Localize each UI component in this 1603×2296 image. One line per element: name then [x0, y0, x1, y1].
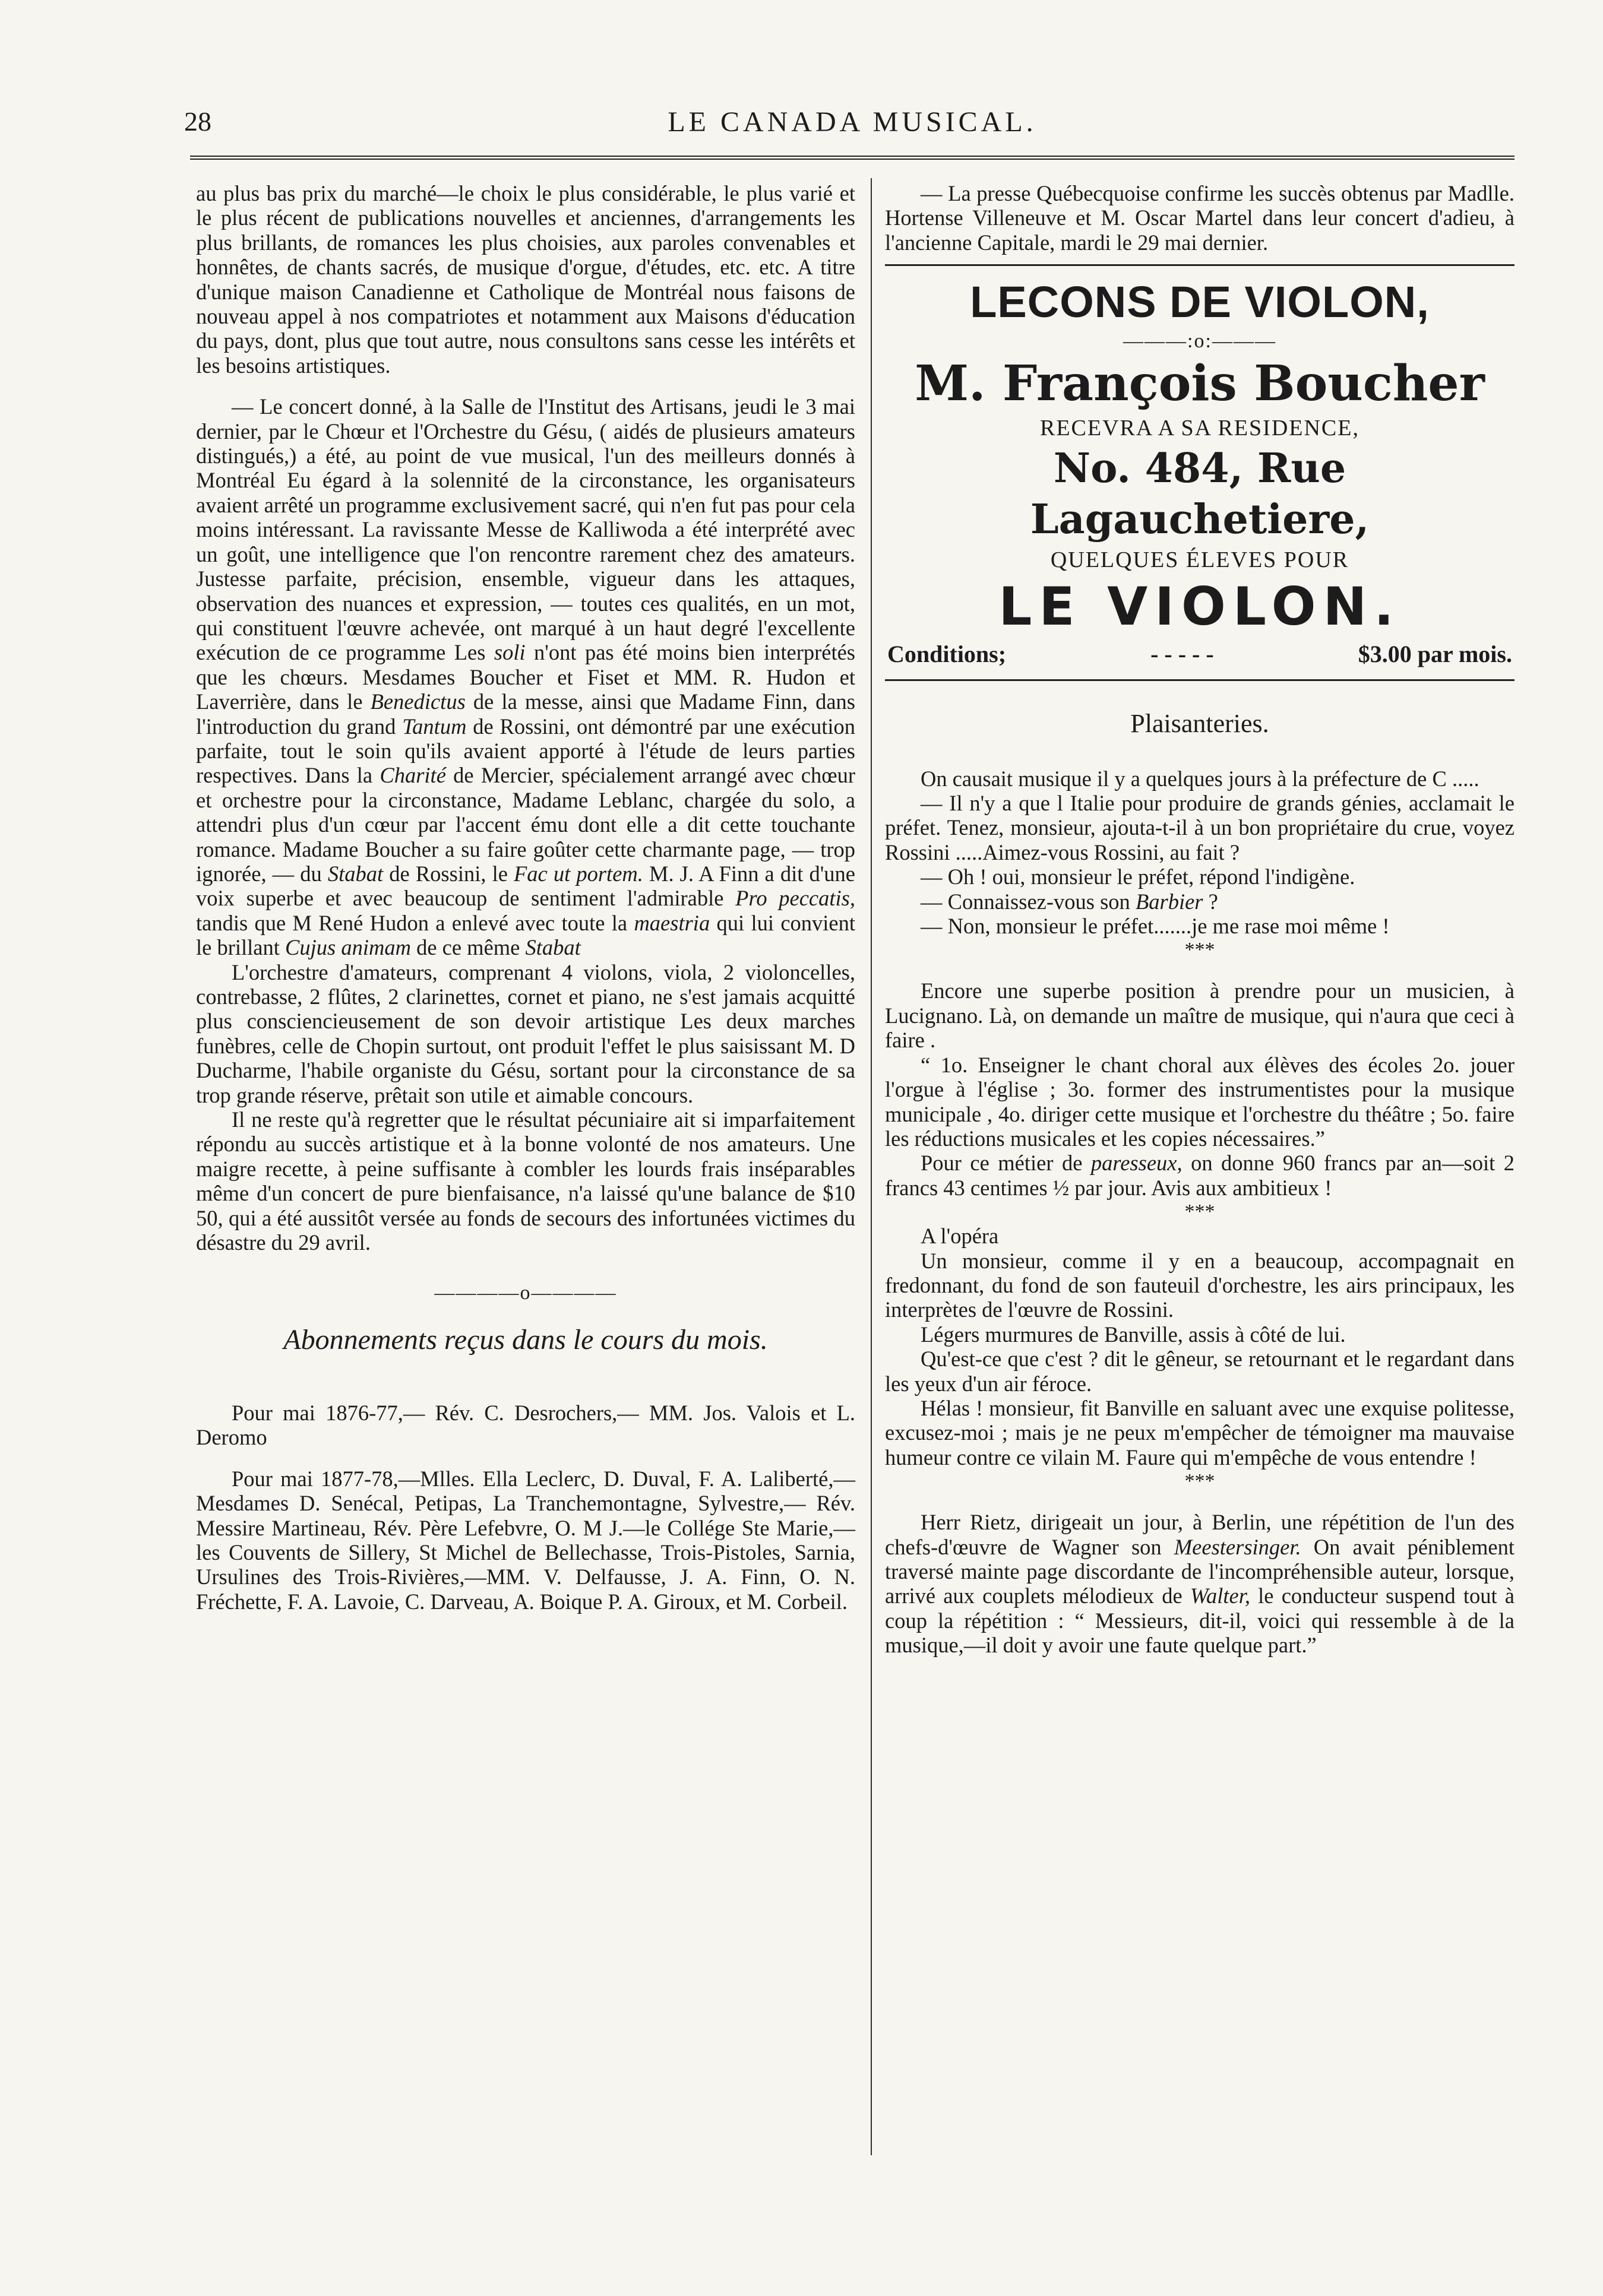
- joke1-line3: — Oh ! oui, monsieur le préfet, répond l'indigène.: [921, 864, 1355, 889]
- orchestra-paragraph: L'orchestre d'amateurs, comprenant 4 violons, viola, 2 violoncelles, contrebasse, 2 flûtes, 2 clarinettes, cornet et piano, ne s'est jamais acquitté plus consciencieusement de son devoir artistique Les deux marches funèbres, celle de Chopin surtout, ont produit l'effet le plus saisissant M. D Ducharme, l'habile organiste du Gésu, sortant pour la circonstance de sa trop grande réserve, prêtait son utile et aimable concours.: [196, 959, 855, 1107]
- left-column: [196, 181, 855, 1614]
- joke3-line2: Légers murmures de Banville, assis à côté de lui.: [921, 1322, 1346, 1347]
- ad-teacher-name: M. François Boucher: [915, 354, 1485, 412]
- joke1-line1: On causait musique il y a quelques jours à la préfecture de C .....: [921, 766, 1479, 791]
- concert-paragraph: — Le concert donné, à la Salle de l'Institut des Artisans, jeudi le 3 mai dernier, par le Chœur et l'Orchestre du Gésu, ( aidés de plusieurs amateurs distingués,) a été, au point de vue musical, l'un des meilleurs donnés à Montréal Eu égard à la solennité de la circonstance, les organisateurs avaient arrêté un programme exclusivement sacré, qui n'en fut pas pour cela moins intéressant. La ravissante Messe de Kalliwoda a été interprété avec un goût, une intelligence que l'on rencontre rarement chez des amateurs. Justesse parfaite, précision, ensemble, vigueur dans les attaques, observation des nuances et expression, — toutes ces qualités, en un mot, qui constituent l'œuvre achevée, ont marqué à un haut degré l'excellente exécution de ce programme Les soli n'ont pas été moins bien interprétés que les chœurs. Mesdames Boucher et Fiset et MM. R. Hudon et Laverrière, dans le Benedictus de la messe, ainsi que Madame Finn, dans l'introduction du grand Tantum de Rossini, ont démontré par une exécution parfaite, tout le soin qu'ils avaient apporté à l'étude de leurs parties respectives. Dans la Charité de Mercier, spécialement arrangé avec chœur et orchestre pour la circonstance, Madame Leblanc, chargée du solo, a attendri plus d'un cœur par l'accent ému dont elle a dit cette touchante romance. Madame Boucher a su faire goûter cette charmante page, — trop ignorée, — du Stabat de Rossini, le Fac ut portem. M. J. A Finn a dit d'une voix superbe et avec beaucoup de sentiment l'admirable Pro peccatis, tandis que M René Hudon a enlevé avec toute la maestria qui lui convient le brillant Cujus animam de ce même Stabat: [196, 394, 856, 960]
- subscriptions-1876: Pour mai 1876-77,— Rév. C. Desrochers,— MM. Jos. Valois et L. Deromo: [196, 1400, 855, 1450]
- joke3-line1: Un monsieur, comme il y en a beaucoup, accompagnait en fredonnant, du fond de son fauteuil d'orchestre, les airs principaux, les interprètes de l'œuvre de Rossini.: [885, 1248, 1515, 1322]
- ad-address: No. 484, Rue Lagauchetiere,: [1030, 444, 1370, 543]
- joke3-line3: Qu'est-ce que c'est ? dit le gêneur, se retournant et le regardant dans les yeux d'un air féroce.: [885, 1347, 1515, 1396]
- stars-separator: ***: [1184, 1470, 1215, 1493]
- subscriptions-1877: Pour mai 1877-78,—Mlles. Ella Leclerc, D. Duval, F. A. Laliberté,—Mesdames D. Senécal, Petipas, La Tranchemontagne, Sylvestre,— Rév. Messire Martineau, Rév. Père Lefebvre, O. M J.—le Collége Ste Marie,— les Couvents de Sillery, St Michel de Bellechasse, Trois-Pistoles, Sarnia, Ursulines des Trois-Rivières,—MM. V. Delfausse, J. A. Finn, O. N. Fréchette, F. A. Lavoie, C. Darveau, A. Boique P. A. Giroux, et M. Corbeil.: [196, 1466, 855, 1614]
- ad-violin-title: LE VIOLON.: [998, 575, 1401, 637]
- ad-residence-line: RECEVRA A SA RESIDENCE,: [1040, 415, 1359, 441]
- joke2-line3: Pour ce métier de paresseux, on donne 960 francs par an—soit 2 francs 43 centimes ½ par jour. Avis aux ambitieux !: [885, 1151, 1515, 1200]
- joke4-paragraph: Herr Rietz, dirigeait un jour, à Berlin, une répétition de l'un des chefs-d'œuvre de Wagner son Meestersinger. On avait péniblement traversé mainte page discordante de l'incompréhensible auteur, lorsque, arrivé aux couplets mélodieux de Walter, le conducteur suspend tout à coup la répétition : “ Messieurs, dit-il, voici qui ressemble à de la musique,—il doit y avoir une faute quelque part.”: [885, 1510, 1515, 1658]
- ad-pupils-line: QUELQUES ÉLEVES POUR: [1050, 547, 1349, 572]
- article-intro-paragraph: au plus bas prix du marché—le choix le plus considérable, le plus varié et le plus récent de publications nouvelles et anciennes, d'arrangements les plus brillants, de romances les plus choisies, aux paroles convenables et honnêtes, de chants sacrés, de musique d'orgue, d'études, etc. etc. A titre d'unique maison Canadienne et Catholique de Montréal nous faisons de nouveau appel à nos compatriotes et notamment aux Maisons d'éducation du pays, dont, plus que tout autre, nous consultons sans cesse les intérêts et les besoins artistiques.: [196, 181, 855, 378]
- ad-conditions-label: Conditions;: [887, 640, 1007, 667]
- subscriptions-heading: Abonnements reçus dans le cours du mois.: [283, 1323, 768, 1356]
- page-header: [184, 106, 1520, 141]
- ad-separator: ———:o:———: [1123, 330, 1276, 353]
- joke2-line2: “ 1o. Enseigner le chant choral aux élèves des écoles 2o. jouer l'orgue à l'église ; 3o. former des instrumentistes pour la musique municipale , 4o. diriger cette musique et l'orchestre du théâtre ; 5o. faire les réductions musicales et les copies nécessaires.”: [885, 1052, 1515, 1151]
- financial-paragraph: Il ne reste qu'à regretter que le résultat pécuniaire ait si imparfaitement répondu au succès artistique et à la bonne volonté de nos amateurs. Une maigre recette, à peine suffisante à combler les lourds frais inséparables même d'un concert de pure bienfaisance, n'a laissé qu'une balance de $10 50, qui a été aussitôt versée au fonds de secours des infortunées victimes du désastre du 29 avril.: [196, 1107, 855, 1255]
- ad-top-rule: [885, 264, 1515, 266]
- section-separator: ————o————: [434, 1282, 617, 1304]
- ad-conditions-price: $3.00 par mois.: [1358, 640, 1512, 667]
- ad-conditions: [885, 639, 1515, 670]
- ad-bottom-rule: [885, 679, 1515, 681]
- ad-conditions-dashes: - - - - -: [1150, 640, 1214, 667]
- ad-title: LECONS DE VIOLON,: [970, 277, 1430, 327]
- press-paragraph: — La presse Québecquoise confirme les succès obtenus par Madlle. Hortense Villeneuve et M. Oscar Martel dans leur concert d'adieu, à l'ancienne Capitale, mardi le 29 mai dernier.: [885, 181, 1515, 255]
- joke1-line2: — Il n'y a que l Italie pour produire de grands génies, acclamait le préfet. Tenez, monsieur, ajouta-t-il à un bon propriétaire du crue, voyez Rossini .....Aimez-vous Rossini, au fait ?: [885, 791, 1515, 864]
- joke3-opera: A l'opéra: [921, 1224, 999, 1249]
- journal-title: LE CANADA MUSICAL.: [668, 106, 1037, 138]
- joke1-line4: — Connaissez-vous son Barbier ?: [921, 889, 1218, 914]
- joke1-line5: — Non, monsieur le préfet.......je me rase moi même !: [921, 914, 1390, 939]
- right-column: [885, 181, 1515, 1658]
- column-divider: [871, 178, 872, 2155]
- joke2-line1: Encore une superbe position à prendre pour un musicien, à Lucignano. Là, on demande un maître de musique, qui n'aura que ceci à faire .: [885, 978, 1515, 1053]
- stars-separator: ***: [1184, 939, 1215, 961]
- page-number: 28: [184, 106, 211, 137]
- joke3-line4: Hélas ! monsieur, fit Banville en saluant avec une exquise politesse, excusez-moi ; mais je ne peux m'empêcher de témoigner ma mauvaise humeur contre ce vilain M. Faure qui m'empêche de vous entendre !: [885, 1395, 1515, 1470]
- violin-lessons-ad: [885, 275, 1515, 669]
- jokes-heading: Plaisanteries.: [1130, 708, 1269, 738]
- stars-separator: ***: [1184, 1201, 1215, 1223]
- header-rule: [190, 156, 1515, 160]
